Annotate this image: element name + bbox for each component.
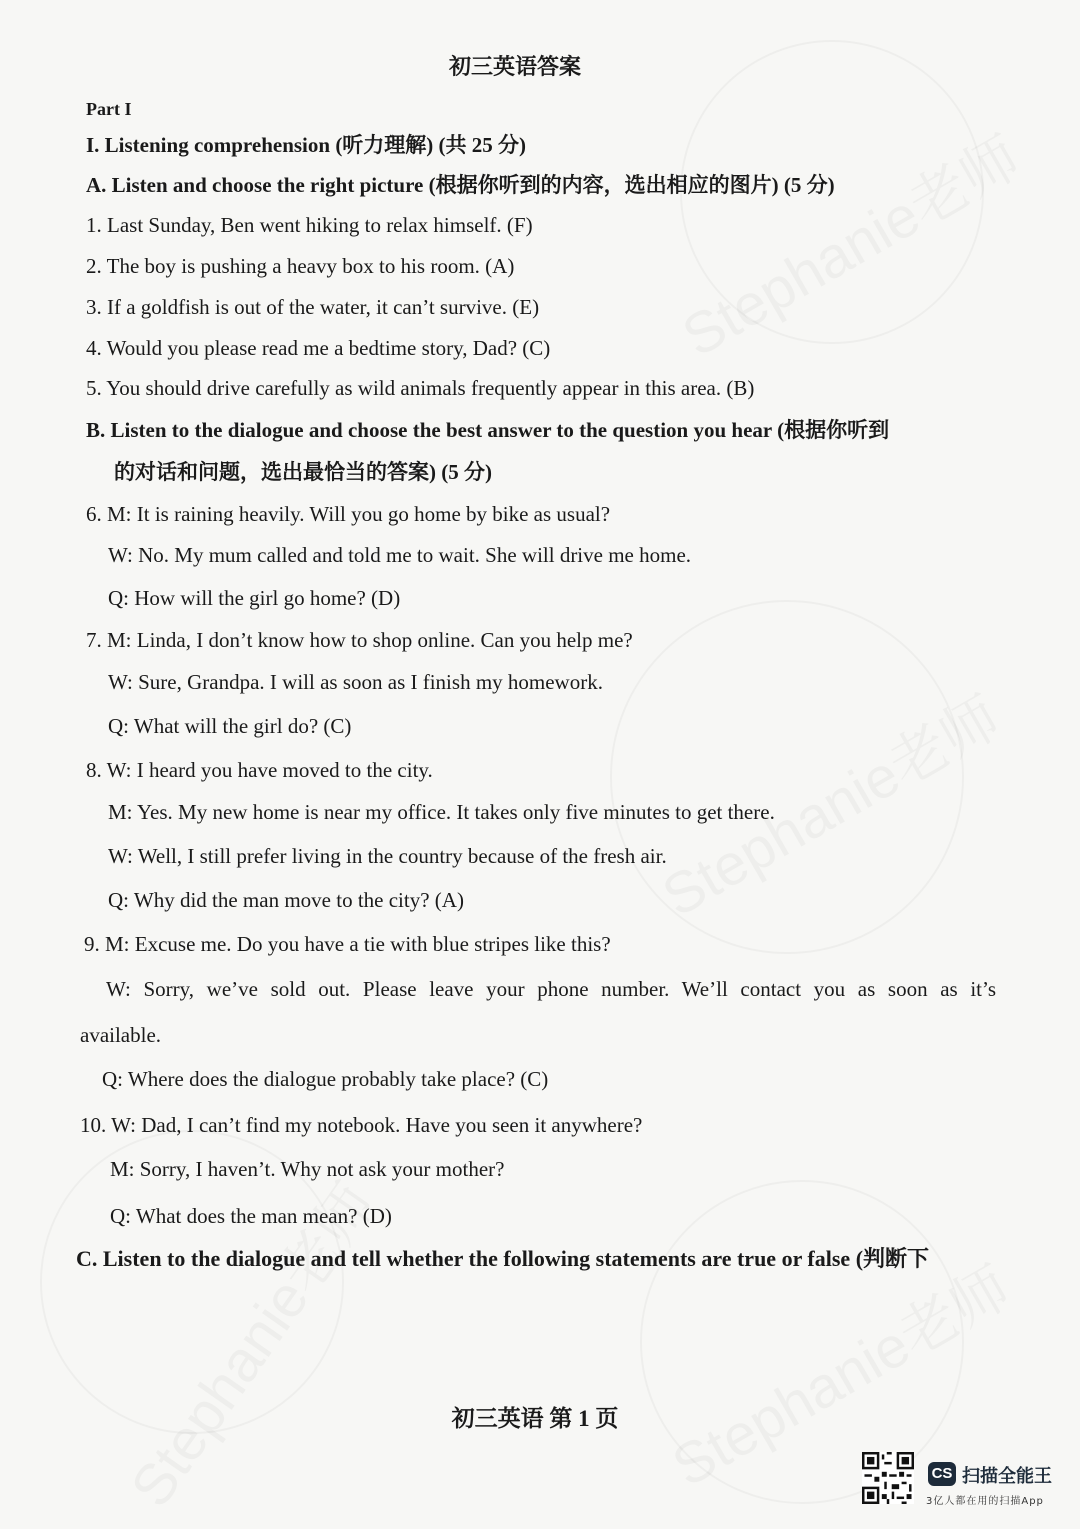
question-line: Q: What does the man mean? (D) (110, 1204, 392, 1228)
section-a-item: 4. Would you please read me a bedtime story, Dad? (C) (86, 336, 551, 360)
question-line: Q: What will the girl do? (C) (108, 714, 352, 738)
dialogue-line: 6. M: It is raining heavily. Will you go home by bike as usual? (86, 502, 611, 526)
dialogue-line: 8. W: I heard you have moved to the city. (86, 758, 433, 782)
scanner-tagline: 3亿人都在用的扫描App (926, 1496, 1044, 1507)
part-label: Part I (86, 99, 132, 119)
section-b-heading: B. Listen to the dialogue and choose the best answer to the question you hear (根据你听到 (86, 418, 890, 442)
dialogue-line: 7. M: Linda, I don’t know how to shop online. Can you help me? (86, 628, 633, 652)
dialogue-line: 9. M: Excuse me. Do you have a tie with blue stripes like this? (84, 932, 611, 956)
section-b-heading-cont: 的对话和问题，选出最恰当的答案) (5 分) (114, 460, 492, 484)
dialogue-line: M: Yes. My new home is near my office. It takes only five minutes to get there. (108, 800, 775, 824)
section-a-item: 3. If a goldfish is out of the water, it can’t survive. (E) (86, 295, 540, 319)
qr-code-icon (862, 1452, 914, 1504)
section-c-heading: C. Listen to the dialogue and tell whether the following statements are true or false (判断下 (76, 1246, 930, 1271)
question-line: Q: Why did the man move to the city? (A) (108, 888, 464, 912)
section-a-item: 1. Last Sunday, Ben went hiking to relax himself. (F) (86, 213, 533, 237)
page-footer: 初三英语 第 1 页 (451, 1406, 619, 1431)
dialogue-line: 10. W: Dad, I can’t find my notebook. Have you seen it anywhere? (80, 1113, 643, 1137)
section-a-item: 5. You should drive carefully as wild animals frequently appear in this area. (B) (86, 376, 755, 400)
section-a-item: 2. The boy is pushing a heavy box to his room. (A) (86, 254, 515, 278)
page-title: 初三英语答案 (448, 54, 581, 79)
question-line: Q: How will the girl go home? (D) (108, 586, 401, 610)
question-line: Q: Where does the dialogue probably take place? (C) (102, 1067, 549, 1091)
section-heading: I. Listening comprehension (听力理解) (共 25 分) (86, 133, 527, 157)
dialogue-line: W: Sure, Grandpa. I will as soon as I finish my homework. (108, 670, 603, 694)
dialogue-line: W: Well, I still prefer living in the country because of the fresh air. (108, 844, 667, 868)
section-a-heading: A. Listen and choose the right picture (根据你听到的内容，选出相应的图片) (5 分) (86, 173, 835, 197)
dialogue-line-cont: available. (80, 1023, 162, 1047)
dialogue-line: M: Sorry, I haven’t. Why not ask your mother? (110, 1157, 505, 1181)
scanner-app-name: 扫描全能王 (962, 1466, 1052, 1487)
dialogue-line: W: Sorry, we’ve sold out. Please leave your phone number. We’ll contact you as soon as it’s (106, 977, 996, 1001)
dialogue-line: W: No. My mum called and told me to wait. She will drive me home. (108, 543, 692, 567)
camscanner-logo-icon: CS (928, 1462, 956, 1486)
scanner-badge (862, 1452, 1062, 1512)
